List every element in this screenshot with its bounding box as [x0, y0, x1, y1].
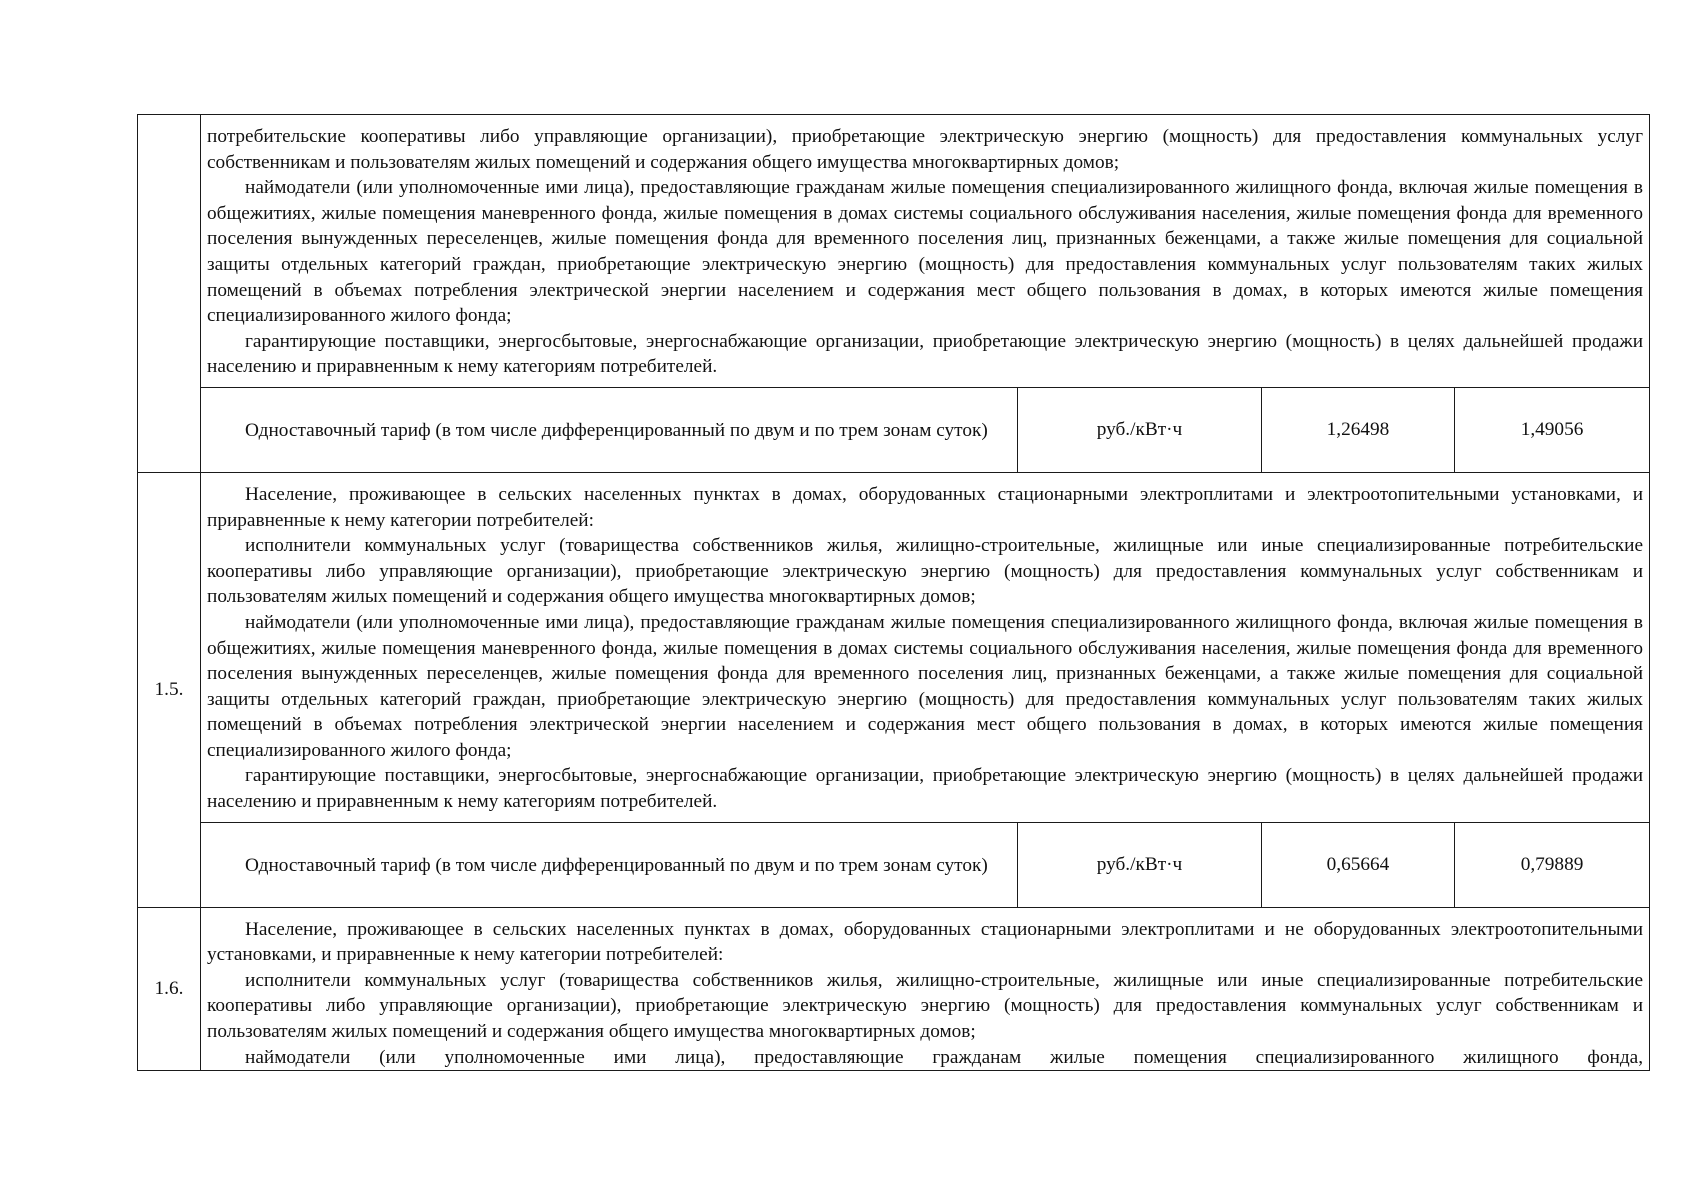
tariff-unit: руб./кВт·ч: [1018, 387, 1262, 472]
paragraph: гарантирующие поставщики, энергосбытовые, энергоснабжающие организации, приобретающие электрическую энергию (мощность) в целях дальнейшей продажи населению и приравненным к нему категориям потребителей.: [207, 765, 1644, 813]
section-description: [201, 115, 1650, 388]
section-row: [138, 907, 1650, 1071]
row-number: [138, 115, 201, 473]
tariff-label: Одноставочный тариф (в том числе дифференцированный по двум и по трем зонам суток): [201, 387, 1018, 472]
paragraph: наймодатели (или уполномоченные ими лица), предоставляющие гражданам жилые помещения специализированного жилищного фонда, включая жилые помещения в общежитиях, жилые помещения маневренного фонда, жилые помещения в домах системы социального обслуживания населения, жилые помещения фонда для временного поселения вынужденных переселенцев, жилые помещения фонда для временного поселения лиц, признанных беженцами, а также жилые помещения для социальной защиты отдельных категорий граждан, приобретающие электрическую энергию (мощность) для предоставления коммунальных услуг пользователям таких жилых помещений в объемах потребления электрической энергии населением и содержания мест общего пользования в домах, в которых имеются жилые помещения специализированного жилого фонда;: [207, 611, 1644, 761]
paragraph: наймодатели (или уполномоченные ими лица), предоставляющие гражданам жилые помещения специализированного жилищного фонда, включая жилые помещения в общежитиях, жилые помещения маневренного фонда, жилые помещения в домах системы социального обслуживания населения, жилые помещения фонда для временного поселения вынужденных переселенцев, жилые помещения фонда для временного поселения лиц, признанных беженцами, а также жилые помещения для социальной защиты отдельных категорий граждан, приобретающие электрическую энергию (мощность) для предоставления коммунальных услуг пользователям таких жилых помещений в объемах потребления электрической энергии населением и содержания мест общего пользования в домах, в которых имеются жилые помещения специализированного жилого фонда;: [207, 177, 1644, 327]
paragraph: наймодатели (или уполномоченные ими лица), предоставляющие гражданам жилые помещения специализированного жилищного фонда,: [245, 1046, 1644, 1068]
tariff-value-second: 1,49056: [1455, 387, 1650, 472]
tariff-row: [138, 822, 1650, 907]
tariff-label: Одноставочный тариф (в том числе дифференцированный по двум и по трем зонам суток): [201, 822, 1018, 907]
tariff-value-first: 0,65664: [1262, 822, 1455, 907]
paragraph: потребительские кооперативы либо управляющие организации), приобретающие электрическую энергию (мощность) для предоставления коммунальных услуг собственникам и пользователям жилых помещений и содержания общего имущества многоквартирных домов;: [207, 126, 1644, 173]
paragraph: гарантирующие поставщики, энергосбытовые, энергоснабжающие организации, приобретающие электрическую энергию (мощность) в целях дальнейшей продажи населению и приравненным к нему категориям потребителей.: [207, 330, 1644, 378]
tariff-value-first: 1,26498: [1262, 387, 1455, 472]
section-description: [201, 472, 1650, 822]
paragraph: исполнители коммунальных услуг (товарищества собственников жилья, жилищно-строительные, жилищные или иные специализированные потребительские кооперативы либо управляющие организации), приобретающие электрическую энергию (мощность) для предоставления коммунальных услуг собственникам и пользователям жилых помещений и содержания общего имущества многоквартирных домов;: [207, 535, 1644, 608]
tariff-row: [138, 387, 1650, 472]
section-row: [138, 472, 1650, 822]
row-number: 1.5.: [138, 472, 201, 907]
paragraph: исполнители коммунальных услуг (товарищества собственников жилья, жилищно-строительные, жилищные или иные специализированные потребительские кооперативы либо управляющие организации), приобретающие электрическую энергию (мощность) для предоставления коммунальных услуг собственникам и пользователям жилых помещений и содержания общего имущества многоквартирных домов;: [207, 969, 1644, 1043]
tariff-value-second: 0,79889: [1455, 822, 1650, 907]
paragraph: Население, проживающее в сельских населенных пунктах в домах, оборудованных стационарными электроплитами и электроотопительными установками, и приравненные к нему категории потребителей:: [207, 483, 1644, 531]
section-description: [201, 907, 1650, 1071]
tariff-unit: руб./кВт·ч: [1018, 822, 1262, 907]
row-number: 1.6.: [138, 907, 201, 1071]
tariff-table: [137, 114, 1650, 1071]
section-row: [138, 115, 1650, 388]
paragraph: Население, проживающее в сельских населенных пунктах в домах, оборудованных стационарными электроплитами и не оборудованных электроотопительными установками, и приравненные к нему категории потребителей:: [207, 918, 1644, 966]
